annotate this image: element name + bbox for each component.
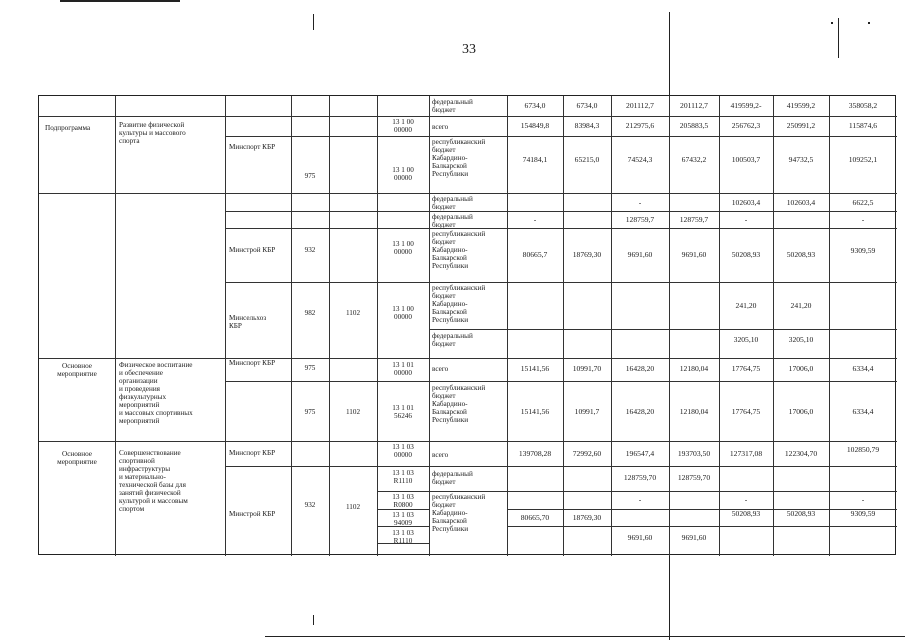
value-cell: 201112,7 bbox=[680, 101, 708, 110]
grbs-code: 975 bbox=[304, 408, 316, 416]
fund-label: всего bbox=[432, 451, 449, 459]
scan-line-bottom bbox=[265, 636, 905, 637]
status-label: Основное мероприятие bbox=[57, 450, 97, 466]
status-label: Подпрограмма bbox=[45, 124, 91, 132]
fund-label: федеральный бюджет bbox=[432, 98, 473, 114]
status-label: Основное мероприятие bbox=[57, 362, 97, 378]
value-cell: 6334,4 bbox=[852, 364, 874, 373]
value-cell: 17006,0 bbox=[788, 407, 814, 416]
value-cell: 109252,1 bbox=[848, 155, 878, 164]
value-cell: 250991,2 bbox=[786, 121, 816, 130]
value-cell: - bbox=[744, 215, 748, 224]
value-cell: 128759,7 bbox=[679, 215, 709, 224]
fund-label: федеральный бюджет bbox=[432, 332, 473, 348]
code-cell: 13 1 00 00000 bbox=[392, 240, 414, 256]
row-divider bbox=[225, 228, 897, 229]
value-cell: 100503,7 bbox=[731, 155, 761, 164]
value-cell: 10991,7 bbox=[574, 407, 600, 416]
value-cell: 241,20 bbox=[735, 301, 757, 310]
value-cell: 122304,70 bbox=[784, 449, 818, 458]
col-divider bbox=[329, 96, 330, 556]
value-cell: 10991,70 bbox=[572, 364, 602, 373]
value-cell: - bbox=[638, 198, 642, 207]
value-cell: 154849,8 bbox=[520, 121, 550, 130]
row-divider bbox=[225, 136, 897, 137]
fund-label: республиканский бюджет Кабардино- Балкарской Республики bbox=[432, 384, 486, 424]
fund-label: республиканский бюджет Кабардино- Балкарской Республики bbox=[432, 493, 486, 533]
value-cell: 17764,75 bbox=[731, 407, 761, 416]
value-cell: 72992,60 bbox=[572, 449, 602, 458]
col-divider bbox=[563, 96, 564, 556]
value-cell: 9691,60 bbox=[681, 533, 707, 542]
grbs-code: 975 bbox=[304, 364, 316, 372]
col-divider bbox=[773, 96, 774, 556]
row-divider bbox=[377, 491, 897, 492]
value-cell: 74524,3 bbox=[627, 155, 653, 164]
value-cell: 6334,4 bbox=[852, 407, 874, 416]
row-divider bbox=[39, 116, 897, 117]
row-divider bbox=[225, 211, 897, 212]
row-divider bbox=[225, 381, 897, 382]
value-cell: 9691,60 bbox=[627, 533, 653, 542]
value-cell: 6622,5 bbox=[852, 198, 874, 207]
rzpr-code: 1102 bbox=[345, 503, 361, 511]
col-divider bbox=[719, 96, 720, 556]
value-cell: 17006,0 bbox=[788, 364, 814, 373]
value-cell: 205883,5 bbox=[679, 121, 709, 130]
row-divider bbox=[39, 193, 897, 194]
fund-label: республиканский бюджет Кабардино- Балкарской Республики bbox=[432, 284, 486, 324]
value-cell: 196547,4 bbox=[625, 449, 655, 458]
value-cell: 127317,08 bbox=[729, 449, 763, 458]
code-cell: 13 1 03 R0800 bbox=[392, 493, 414, 509]
scan-line-far-right bbox=[838, 18, 839, 58]
value-cell: 15141,56 bbox=[520, 364, 550, 373]
value-cell: 9691,60 bbox=[627, 250, 653, 259]
value-cell: 83984,3 bbox=[574, 121, 600, 130]
code-cell: 13 1 00 00000 bbox=[392, 305, 414, 321]
code-cell: 13 1 03 94009 bbox=[392, 511, 414, 527]
row-divider bbox=[39, 441, 897, 442]
value-cell: 102603,4 bbox=[731, 198, 761, 207]
value-cell: 50208,93 bbox=[731, 250, 761, 259]
value-cell: 65215,0 bbox=[574, 155, 600, 164]
grbs-code: 975 bbox=[304, 172, 316, 180]
scan-tick-top-center bbox=[313, 14, 314, 30]
value-cell: 17764,75 bbox=[731, 364, 761, 373]
code-cell: 13 1 01 56246 bbox=[392, 404, 414, 420]
code-cell: 13 1 00 00000 bbox=[392, 118, 414, 134]
value-cell: 3205,10 bbox=[788, 335, 814, 344]
value-cell: 6734,0 bbox=[524, 101, 546, 110]
value-cell: 16428,20 bbox=[625, 407, 655, 416]
value-cell: - bbox=[861, 215, 865, 224]
fund-label: федеральный бюджет bbox=[432, 213, 473, 229]
row-divider bbox=[39, 358, 897, 359]
row-divider bbox=[377, 509, 429, 510]
executor-label: Минсельхоз КБР bbox=[229, 314, 267, 330]
fund-label: федеральный бюджет bbox=[432, 195, 473, 211]
value-cell: 128759,7 bbox=[625, 215, 655, 224]
fund-label: республиканский бюджет Кабардино- Балкарской Республики bbox=[432, 230, 486, 270]
value-cell: 102850,79 bbox=[846, 445, 880, 454]
value-cell: 67432,2 bbox=[681, 155, 707, 164]
value-cell: 50208,93 bbox=[786, 250, 816, 259]
value-cell: 115874,6 bbox=[848, 121, 878, 130]
value-cell: 241,20 bbox=[790, 301, 812, 310]
rzpr-code: 1102 bbox=[345, 309, 361, 317]
scan-tick-bottom bbox=[313, 615, 314, 625]
fund-label: всего bbox=[432, 365, 449, 373]
scan-dot bbox=[831, 22, 833, 24]
value-cell: - bbox=[533, 215, 537, 224]
value-cell: 256762,3 bbox=[731, 121, 761, 130]
value-cell: 50208,93 bbox=[786, 509, 816, 518]
col-divider bbox=[225, 96, 226, 556]
code-cell: 13 1 03 R1110 bbox=[392, 469, 414, 485]
value-cell: 201112,7 bbox=[626, 101, 654, 110]
value-cell: 80665,70 bbox=[520, 513, 550, 522]
row-divider bbox=[429, 329, 897, 330]
executor-label: Минспорт КБР bbox=[229, 143, 276, 151]
col-divider bbox=[291, 96, 292, 556]
rzpr-code: 1102 bbox=[345, 408, 361, 416]
fund-label: республиканский бюджет Кабардино- Балкарской Республики bbox=[432, 138, 486, 178]
value-cell: 212975,6 bbox=[625, 121, 655, 130]
col-divider bbox=[829, 96, 830, 556]
row-divider bbox=[507, 526, 897, 527]
value-cell: 358058,2 bbox=[848, 101, 878, 110]
value-cell: 15141,56 bbox=[520, 407, 550, 416]
page-number: 33 bbox=[462, 42, 476, 57]
col-divider bbox=[507, 96, 508, 556]
value-cell: 139708,28 bbox=[518, 449, 552, 458]
col-divider bbox=[115, 96, 116, 556]
col-divider bbox=[611, 96, 612, 556]
value-cell: 419599,2- bbox=[730, 101, 762, 110]
event-name: Физическое воспитание и обеспечение организации и проведения физкультурных мероприятий и массовых спортивных мероприятий bbox=[119, 361, 193, 425]
value-cell: 12180,04 bbox=[679, 364, 709, 373]
budget-table bbox=[38, 95, 896, 555]
value-cell: 6734,0 bbox=[576, 101, 598, 110]
fund-label: федеральный бюджет bbox=[432, 470, 473, 486]
code-cell: 13 1 03 00000 bbox=[392, 443, 414, 459]
col-divider bbox=[429, 96, 430, 556]
value-cell: 12180,04 bbox=[679, 407, 709, 416]
dash-cell: - bbox=[861, 495, 865, 504]
code-cell: 13 1 00 00000 bbox=[392, 166, 414, 182]
value-cell: 16428,20 bbox=[625, 364, 655, 373]
value-cell: 74184,1 bbox=[522, 155, 548, 164]
grbs-code: 982 bbox=[304, 309, 316, 317]
event-name: Совершенствование спортивной инфраструктуры и материально- технической базы для занятий физической культурой и массовым спортом bbox=[119, 449, 188, 513]
grbs-code: 932 bbox=[304, 501, 316, 509]
fund-label: всего bbox=[432, 123, 449, 131]
value-cell: 94732,5 bbox=[788, 155, 814, 164]
scan-dot-2 bbox=[868, 22, 870, 24]
value-cell: 18769,30 bbox=[572, 513, 602, 522]
value-cell: 128759,70 bbox=[623, 473, 657, 482]
executor-label: Минспорт КБР bbox=[229, 449, 276, 457]
value-cell: 9691,60 bbox=[681, 250, 707, 259]
executor-label: Минстрой КБР bbox=[229, 510, 276, 518]
value-cell: 9309,59 bbox=[850, 246, 876, 255]
row-divider bbox=[225, 282, 897, 283]
grbs-code: 932 bbox=[304, 246, 316, 254]
dash-cell: - bbox=[744, 495, 748, 504]
scan-line-top bbox=[60, 0, 180, 2]
dash-cell: - bbox=[638, 495, 642, 504]
program-name: Развитие физической культуры и массового спорта bbox=[119, 121, 186, 145]
value-cell: 3205,10 bbox=[733, 335, 759, 344]
value-cell: 102603,4 bbox=[786, 198, 816, 207]
value-cell: 9309,59 bbox=[850, 509, 876, 518]
col-divider bbox=[377, 96, 378, 556]
value-cell: 128759,70 bbox=[677, 473, 711, 482]
value-cell: 419599,2 bbox=[786, 101, 816, 110]
code-cell: 13 1 03 R1110 bbox=[392, 529, 414, 545]
executor-label: Минстрой КБР bbox=[229, 246, 276, 254]
code-cell: 13 1 01 00000 bbox=[392, 361, 414, 377]
col-divider bbox=[669, 96, 670, 556]
value-cell: 50208,93 bbox=[731, 509, 761, 518]
value-cell: 193703,50 bbox=[677, 449, 711, 458]
value-cell: 18769,30 bbox=[572, 250, 602, 259]
executor-label: Минспорт КБР bbox=[229, 359, 276, 367]
row-divider bbox=[225, 466, 897, 467]
value-cell: 80665,7 bbox=[522, 250, 548, 259]
